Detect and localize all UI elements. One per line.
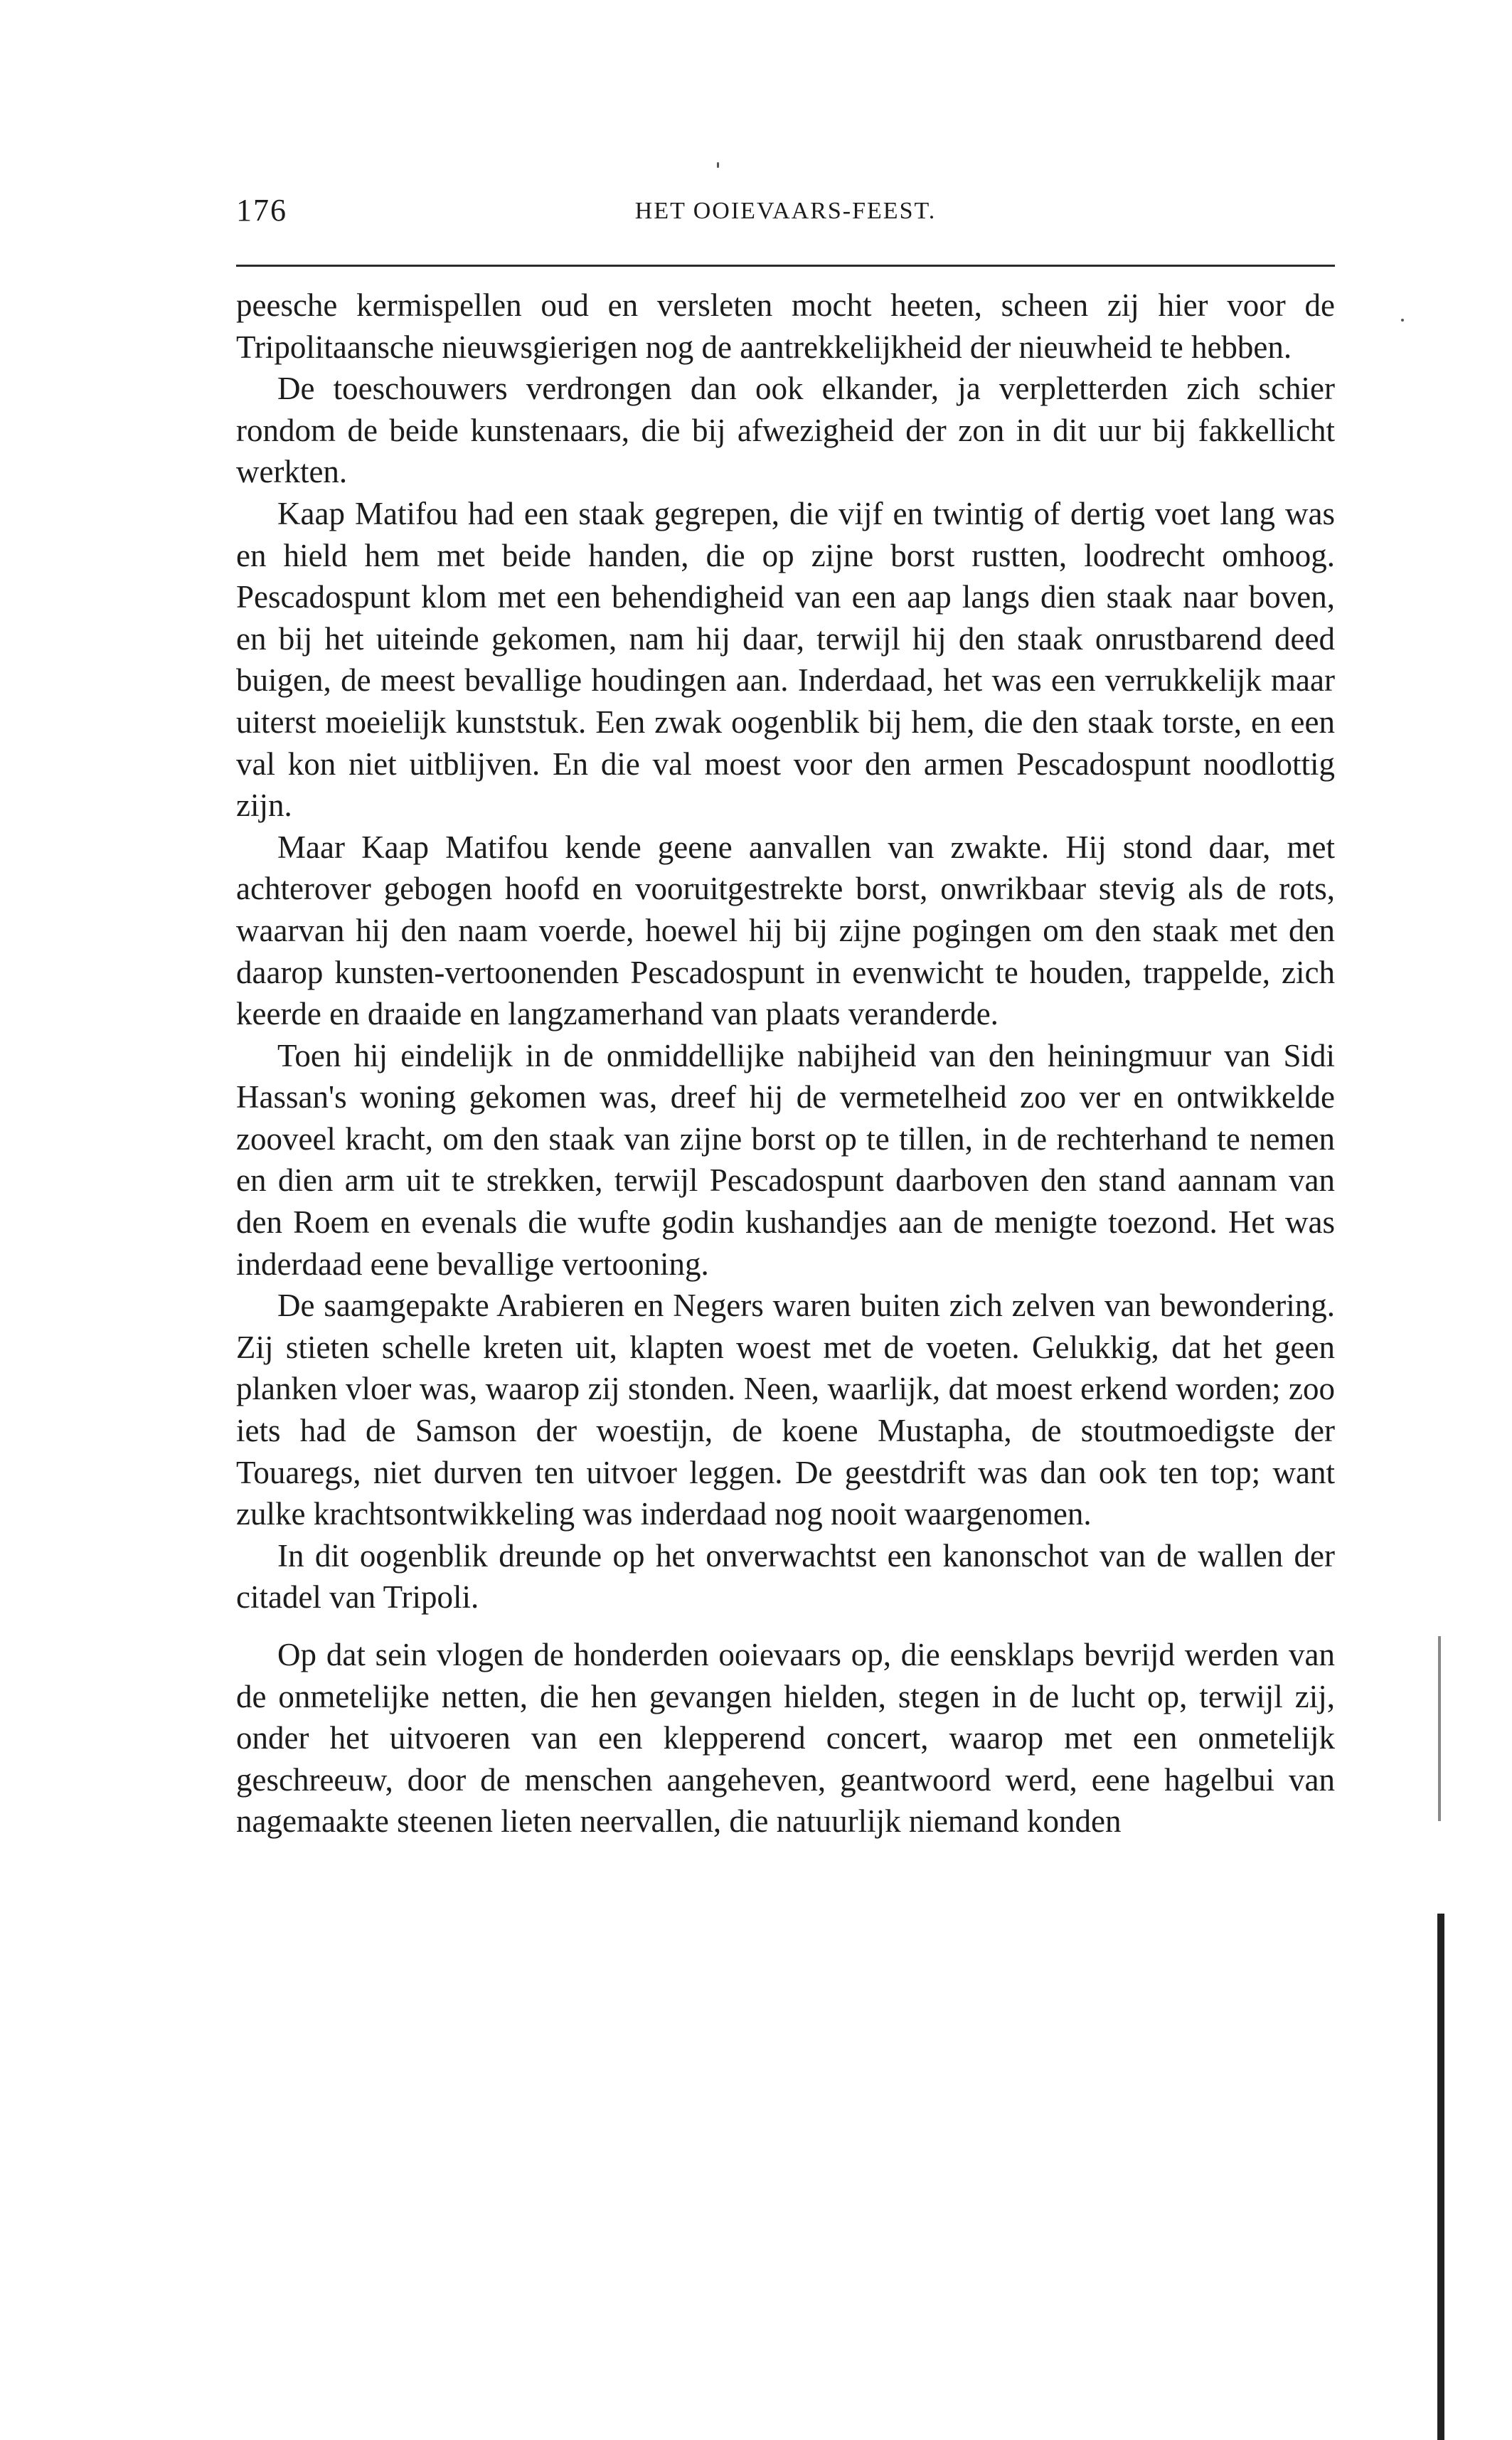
paragraph: Op dat sein vlogen de honderden ooievaars op, die eensklaps bevrijd werden van de onmetelijke netten, die hen gevangen hielden, stegen in de lucht op, terwijl zij, onder het uitvoeren van een klepperend concert, waarop met een onmetelijk geschreeuw, door de menschen aangeheven, geantwoord werd, eene hagelbui van nagemaakte steenen lieten neervallen, die natuurlijk niemand konden: [236, 1637, 1335, 1840]
paragraph: Maar Kaap Matifou kende geene aanvallen van zwakte. Hij stond daar, met achterover gebogen hoofd en vooruitgestrekte borst, onwrikbaar stevig als de rots, waarvan hij den naam voerde, hoewel hij bij zijne pogingen om den staak met den daarop kunsten-vertoonenden Pescadospunt in evenwicht te houden, trappelde, zich keerde en draaide en langzamerhand van plaats veranderde.: [236, 829, 1335, 1032]
scan-edge-mark: [1438, 1636, 1441, 1821]
body-text: [236, 285, 1335, 1842]
paragraph: Kaap Matifou had een staak gegrepen, die vijf en twintig of dertig voet lang was en hield hem met beide handen, die op zijne borst rustten, loodrecht omhoog. Pescadospunt klom met een behendigheid van een aap langs dien staak naar boven, en bij het uiteinde gekomen, nam hij daar, terwijl hij den staak onrustbarend deed buigen, de meest bevallige houdingen aan. Inderdaad, het was een verrukkelijk maar uiterst moeielijk kunststuk. Een zwak oogenblik bij hem, die den staak torste, en een val kon niet uitblijven. En die val moest voor den armen Pescadospunt noodlottig zijn.: [236, 495, 1335, 824]
running-head: [236, 192, 1335, 235]
header-rule: [236, 265, 1335, 267]
scan-speck: [717, 162, 719, 168]
paragraph: De toeschouwers verdrongen dan ook elkander, ja verpletterden zich schier rondom de beide kunstenaars, die bij afwezigheid der zon in dit uur bij fakkellicht werkten.: [236, 371, 1335, 490]
paragraph: Toen hij eindelijk in de onmiddellijke nabijheid van den heiningmuur van Sidi Hassan's woning gekomen was, dreef hij de vermetelheid zoo ver en ontwikkelde zooveel kracht, om den staak van zijne borst op te tillen, in de rechterhand te nemen en dien arm uit te strekken, terwijl Pescadospunt daarboven den stand aannam van den Roem en evenals die wufte godin kushandjes aan de menigte toezond. Het was inderdaad eene bevallige vertooning.: [236, 1037, 1335, 1282]
paragraph: peesche kermispellen oud en versleten mocht heeten, scheen zij hier voor de Tripolitaansche nieuwsgierigen nog de aantrekkelijkheid der nieuwheid te hebben.: [236, 287, 1335, 365]
scan-edge-mark: [1437, 1914, 1444, 2440]
scan-speck: [1401, 319, 1404, 322]
running-head-title: HET OOIEVAARS-FEEST.: [634, 198, 937, 224]
paragraph: In dit oogenblik dreunde op het onverwachtst een kanonschot van de wallen der citadel van Tripoli.: [236, 1537, 1335, 1616]
page-number: 176: [236, 193, 287, 228]
paragraph: De saamgepakte Arabieren en Negers waren buiten zich zelven van bewondering. Zij stieten schelle kreten uit, klapten woest met de voeten. Gelukkig, dat het geen planken vloer was, waarop zij stonden. Neen, waarlijk, dat moest erkend worden; zoo iets had de Samson der woestijn, de koene Mustapha, de stoutmoedigste der Touaregs, niet durven ten uitvoer leggen. De geestdrift was dan ook ten top; want zulke krachtsontwikkeling was inderdaad nog nooit waargenomen.: [236, 1288, 1335, 1532]
